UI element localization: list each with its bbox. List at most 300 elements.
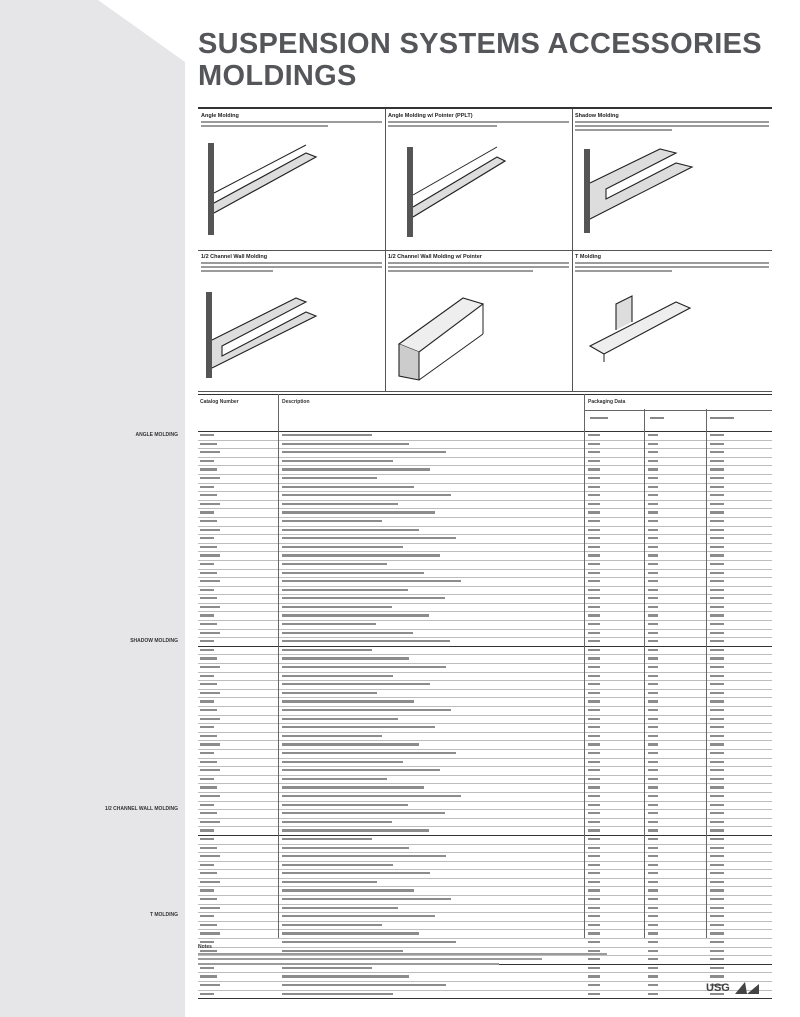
cell-text bbox=[710, 838, 724, 840]
cell-text bbox=[200, 443, 217, 445]
channel-wall-molding-illustration bbox=[206, 284, 336, 384]
cell-text bbox=[200, 666, 220, 668]
cell-text bbox=[282, 795, 461, 797]
t-molding-illustration bbox=[580, 284, 710, 384]
cell-text bbox=[710, 666, 724, 668]
cell-text bbox=[200, 838, 214, 840]
cell-text bbox=[588, 975, 600, 977]
cell-text bbox=[648, 726, 658, 728]
cell-text bbox=[710, 915, 724, 917]
cell-text bbox=[588, 503, 600, 505]
cell-text bbox=[648, 769, 658, 771]
cell-text bbox=[648, 529, 658, 531]
cell-text bbox=[648, 812, 658, 814]
cell-text bbox=[282, 941, 456, 943]
cell-text bbox=[588, 451, 600, 453]
cell-text bbox=[648, 915, 658, 917]
cell-text bbox=[648, 520, 658, 522]
cell-text bbox=[588, 657, 600, 659]
cell-text bbox=[710, 468, 724, 470]
cell-text bbox=[648, 718, 658, 720]
table-row bbox=[198, 655, 772, 664]
product-cell bbox=[198, 109, 386, 251]
cell-text bbox=[200, 589, 214, 591]
cell-text bbox=[710, 761, 724, 763]
cell-text bbox=[588, 795, 600, 797]
cell-text bbox=[588, 580, 600, 582]
cell-text bbox=[710, 786, 724, 788]
cell-text bbox=[710, 847, 724, 849]
cell-text bbox=[282, 477, 377, 479]
cell-text bbox=[588, 804, 600, 806]
cell-text bbox=[648, 889, 658, 891]
cell-text bbox=[282, 984, 446, 986]
cell-text bbox=[282, 726, 435, 728]
table-row bbox=[198, 707, 772, 716]
cell-text bbox=[282, 589, 408, 591]
cell-text bbox=[588, 941, 600, 943]
cell-text bbox=[200, 657, 217, 659]
cell-text bbox=[282, 855, 446, 857]
cell-text bbox=[710, 924, 724, 926]
cell-text bbox=[588, 623, 600, 625]
cell-text bbox=[710, 804, 724, 806]
table-row bbox=[198, 449, 772, 458]
cell-text bbox=[200, 898, 217, 900]
cell-text bbox=[710, 520, 724, 522]
cell-text bbox=[282, 700, 414, 702]
cell-text bbox=[588, 434, 600, 436]
cell-text bbox=[648, 752, 658, 754]
cell-text bbox=[588, 786, 600, 788]
cell-text bbox=[282, 889, 414, 891]
table-row bbox=[198, 853, 772, 862]
cell-text bbox=[200, 761, 217, 763]
cell-text bbox=[200, 726, 214, 728]
product-cell bbox=[572, 250, 772, 392]
cell-text bbox=[200, 537, 214, 539]
cell-text bbox=[282, 546, 403, 548]
table-row bbox=[198, 647, 772, 656]
cell-text bbox=[588, 683, 600, 685]
cell-text bbox=[648, 503, 658, 505]
cell-text bbox=[710, 743, 724, 745]
cell-text bbox=[282, 847, 409, 849]
table-row bbox=[198, 527, 772, 536]
cell-text bbox=[710, 864, 724, 866]
header-sub-text bbox=[590, 417, 608, 419]
table-row bbox=[198, 862, 772, 871]
cell-text bbox=[648, 735, 658, 737]
cell-text bbox=[282, 657, 409, 659]
cell-text bbox=[648, 460, 658, 462]
cell-text bbox=[710, 683, 724, 685]
product-cell bbox=[385, 250, 573, 392]
cell-text bbox=[648, 932, 658, 934]
cell-text bbox=[200, 847, 217, 849]
cell-text bbox=[588, 872, 600, 874]
cell-text bbox=[710, 546, 724, 548]
cell-text bbox=[648, 855, 658, 857]
usg-logo bbox=[706, 980, 763, 996]
note-line bbox=[198, 963, 499, 965]
cell-text bbox=[282, 460, 393, 462]
cell-text bbox=[282, 915, 435, 917]
cell-text bbox=[282, 743, 419, 745]
cell-text bbox=[710, 632, 724, 634]
cell-text bbox=[710, 649, 724, 651]
table-row bbox=[198, 845, 772, 854]
cell-text bbox=[588, 881, 600, 883]
cell-text bbox=[588, 597, 600, 599]
cell-text bbox=[200, 864, 214, 866]
cell-text bbox=[200, 795, 220, 797]
cell-text bbox=[282, 537, 456, 539]
cell-text bbox=[710, 503, 724, 505]
cell-text bbox=[710, 486, 724, 488]
cell-text bbox=[588, 468, 600, 470]
header-sub-text bbox=[650, 417, 664, 419]
cell-text bbox=[648, 761, 658, 763]
table-row bbox=[198, 741, 772, 750]
cell-text bbox=[648, 821, 658, 823]
cell-text bbox=[588, 984, 600, 986]
group-label: 1/2 CHANNEL WALL MOLDING bbox=[104, 806, 178, 812]
cell-text bbox=[648, 924, 658, 926]
cell-text bbox=[200, 821, 220, 823]
angle-molding-illustration bbox=[206, 143, 326, 243]
cell-text bbox=[648, 597, 658, 599]
cell-text bbox=[588, 614, 600, 616]
cell-text bbox=[710, 640, 724, 642]
cell-text bbox=[282, 520, 382, 522]
cell-text bbox=[648, 881, 658, 883]
cell-text bbox=[648, 589, 658, 591]
cell-text bbox=[282, 692, 377, 694]
cell-text bbox=[282, 529, 419, 531]
cell-text bbox=[200, 924, 217, 926]
leaf-icon bbox=[733, 980, 763, 996]
page-title-line1: SUSPENSION SYSTEMS ACCESSORIES bbox=[198, 28, 762, 60]
notes-heading: Notes bbox=[198, 944, 212, 950]
cell-text bbox=[282, 778, 387, 780]
cell-text bbox=[200, 597, 217, 599]
notes-section bbox=[198, 944, 628, 968]
cell-text bbox=[200, 468, 217, 470]
cell-text bbox=[710, 657, 724, 659]
table-row bbox=[198, 819, 772, 828]
cell-text bbox=[710, 443, 724, 445]
cell-text bbox=[710, 511, 724, 513]
table-row bbox=[198, 621, 772, 630]
cell-text bbox=[588, 700, 600, 702]
cell-text bbox=[200, 692, 220, 694]
cell-text bbox=[710, 718, 724, 720]
cell-text bbox=[200, 563, 214, 565]
cell-text bbox=[200, 752, 214, 754]
cell-text bbox=[588, 932, 600, 934]
cell-text bbox=[710, 537, 724, 539]
cell-text bbox=[200, 907, 220, 909]
cell-text bbox=[282, 563, 387, 565]
cell-text bbox=[710, 529, 724, 531]
cell-text bbox=[588, 778, 600, 780]
cell-text bbox=[648, 640, 658, 642]
cell-text bbox=[282, 451, 446, 453]
cell-text bbox=[200, 632, 220, 634]
cell-text bbox=[282, 632, 413, 634]
cell-text bbox=[282, 975, 409, 977]
cell-text bbox=[200, 709, 217, 711]
cell-text bbox=[282, 881, 377, 883]
cell-text bbox=[588, 632, 600, 634]
cell-text bbox=[588, 864, 600, 866]
cell-text bbox=[200, 889, 214, 891]
cell-text bbox=[648, 563, 658, 565]
table-row bbox=[198, 595, 772, 604]
cell-text bbox=[200, 580, 220, 582]
cell-text bbox=[200, 460, 214, 462]
column-divider bbox=[278, 394, 279, 938]
cell-text bbox=[588, 752, 600, 754]
cell-text bbox=[282, 640, 450, 642]
product-name: Angle Molding w/ Pointer (PPLT) bbox=[388, 113, 473, 119]
cell-text bbox=[588, 511, 600, 513]
cell-text bbox=[588, 993, 600, 995]
table-row bbox=[198, 630, 772, 639]
cell-text bbox=[648, 675, 658, 677]
cell-text bbox=[282, 752, 456, 754]
cell-text bbox=[200, 451, 220, 453]
column-divider bbox=[706, 409, 707, 938]
cell-text bbox=[710, 460, 724, 462]
cell-text bbox=[710, 726, 724, 728]
cell-text bbox=[282, 821, 392, 823]
cell-text bbox=[200, 434, 214, 436]
cell-text bbox=[282, 718, 398, 720]
header-sub-text bbox=[710, 417, 734, 419]
cell-text bbox=[648, 537, 658, 539]
cell-text bbox=[200, 486, 214, 488]
cell-text bbox=[282, 786, 424, 788]
table-row bbox=[198, 810, 772, 819]
cell-text bbox=[648, 468, 658, 470]
sidebar-shape bbox=[0, 0, 185, 1017]
cell-text bbox=[200, 743, 220, 745]
cell-text bbox=[200, 503, 220, 505]
group-label: SHADOW MOLDING bbox=[130, 638, 178, 644]
table-row bbox=[198, 887, 772, 896]
table-row bbox=[198, 716, 772, 725]
product-description bbox=[575, 121, 769, 137]
product-cell bbox=[572, 109, 772, 251]
cell-text bbox=[710, 434, 724, 436]
note-line bbox=[198, 953, 607, 955]
cell-text bbox=[200, 881, 220, 883]
cell-text bbox=[710, 700, 724, 702]
table-row bbox=[198, 922, 772, 931]
product-description bbox=[388, 262, 569, 278]
cell-text bbox=[648, 511, 658, 513]
cell-text bbox=[710, 606, 724, 608]
cell-text bbox=[710, 855, 724, 857]
cell-text bbox=[648, 941, 658, 943]
cell-text bbox=[710, 572, 724, 574]
cell-text bbox=[200, 735, 217, 737]
cell-text bbox=[200, 804, 214, 806]
cell-text bbox=[648, 606, 658, 608]
cell-text bbox=[710, 795, 724, 797]
cell-text bbox=[710, 709, 724, 711]
cell-text bbox=[588, 907, 600, 909]
table-row bbox=[198, 930, 772, 939]
cell-text bbox=[588, 443, 600, 445]
cell-text bbox=[588, 606, 600, 608]
table-row bbox=[198, 535, 772, 544]
cell-text bbox=[710, 889, 724, 891]
product-name: 1/2 Channel Wall Molding bbox=[201, 254, 268, 260]
cell-text bbox=[282, 683, 430, 685]
table-row bbox=[198, 492, 772, 501]
cell-text bbox=[648, 950, 658, 952]
table-row bbox=[198, 905, 772, 914]
cell-text bbox=[588, 494, 600, 496]
cell-text bbox=[200, 778, 214, 780]
cell-text bbox=[588, 675, 600, 677]
cell-text bbox=[710, 967, 724, 969]
cell-text bbox=[282, 606, 392, 608]
cell-text bbox=[282, 597, 445, 599]
cell-text bbox=[282, 666, 446, 668]
product-description bbox=[201, 262, 382, 278]
table-row bbox=[198, 458, 772, 467]
sidebar-panel bbox=[0, 0, 185, 1017]
cell-text bbox=[282, 735, 382, 737]
table-body bbox=[198, 432, 772, 999]
cell-text bbox=[648, 486, 658, 488]
cell-text bbox=[200, 675, 214, 677]
product-name: Shadow Molding bbox=[575, 113, 619, 119]
table-row bbox=[198, 681, 772, 690]
cell-text bbox=[648, 477, 658, 479]
cell-text bbox=[588, 563, 600, 565]
cell-text bbox=[200, 769, 220, 771]
cell-text bbox=[282, 709, 451, 711]
product-grid bbox=[198, 107, 772, 393]
cell-text bbox=[710, 563, 724, 565]
cell-text bbox=[588, 640, 600, 642]
channel-wall-pointer-illustration bbox=[393, 284, 523, 384]
cell-text bbox=[648, 657, 658, 659]
cell-text bbox=[588, 821, 600, 823]
cell-text bbox=[648, 804, 658, 806]
cell-text bbox=[710, 597, 724, 599]
cell-text bbox=[588, 537, 600, 539]
product-name: 1/2 Channel Wall Molding w/ Pointer bbox=[388, 254, 482, 260]
table-row bbox=[198, 982, 772, 991]
table-row bbox=[198, 784, 772, 793]
cell-text bbox=[200, 941, 214, 943]
cell-text bbox=[282, 769, 440, 771]
cell-text bbox=[588, 546, 600, 548]
cell-text bbox=[710, 829, 724, 831]
cell-text bbox=[282, 649, 372, 651]
page-title-line2: MOLDINGS bbox=[198, 60, 357, 92]
cell-text bbox=[200, 554, 220, 556]
cell-text bbox=[200, 855, 220, 857]
note-line bbox=[198, 958, 542, 960]
table-row bbox=[198, 501, 772, 510]
table-row bbox=[198, 587, 772, 596]
cell-text bbox=[282, 623, 376, 625]
cell-text bbox=[200, 975, 217, 977]
cell-text bbox=[648, 443, 658, 445]
table-row bbox=[198, 973, 772, 982]
table-row bbox=[198, 544, 772, 553]
cell-text bbox=[710, 932, 724, 934]
table-row bbox=[198, 802, 772, 811]
cell-text bbox=[282, 443, 409, 445]
cell-text bbox=[648, 743, 658, 745]
cell-text bbox=[710, 451, 724, 453]
cell-text bbox=[200, 700, 214, 702]
cell-text bbox=[588, 915, 600, 917]
product-name: T Molding bbox=[575, 254, 601, 260]
column-divider bbox=[584, 394, 585, 938]
table-row bbox=[198, 578, 772, 587]
cell-text bbox=[282, 829, 429, 831]
cell-text bbox=[710, 769, 724, 771]
table-row bbox=[198, 896, 772, 905]
catalog-number-header: Catalog Number bbox=[200, 399, 239, 405]
cell-text bbox=[648, 649, 658, 651]
product-cell bbox=[198, 250, 386, 392]
cell-text bbox=[200, 812, 217, 814]
product-description bbox=[388, 121, 569, 137]
table-row bbox=[198, 767, 772, 776]
cell-text bbox=[588, 709, 600, 711]
angle-molding-pointer-illustration bbox=[393, 143, 513, 243]
cell-text bbox=[710, 477, 724, 479]
table-row bbox=[198, 690, 772, 699]
cell-text bbox=[282, 907, 398, 909]
cell-text bbox=[588, 589, 600, 591]
cell-text bbox=[282, 872, 430, 874]
cell-text bbox=[710, 958, 724, 960]
cell-text bbox=[588, 924, 600, 926]
cell-text bbox=[588, 726, 600, 728]
cell-text bbox=[282, 924, 382, 926]
table-row bbox=[198, 604, 772, 613]
cell-text bbox=[648, 580, 658, 582]
cell-text bbox=[282, 486, 414, 488]
cell-text bbox=[282, 932, 419, 934]
cell-text bbox=[710, 941, 724, 943]
cell-text bbox=[648, 494, 658, 496]
cell-text bbox=[282, 898, 451, 900]
cell-text bbox=[710, 580, 724, 582]
cell-text bbox=[588, 829, 600, 831]
cell-text bbox=[710, 623, 724, 625]
cell-text bbox=[588, 477, 600, 479]
cell-text bbox=[200, 649, 214, 651]
header-divider bbox=[584, 410, 772, 411]
table-row bbox=[198, 793, 772, 802]
cell-text bbox=[648, 683, 658, 685]
cell-text bbox=[710, 778, 724, 780]
cell-text bbox=[200, 572, 217, 574]
cell-text bbox=[648, 993, 658, 995]
